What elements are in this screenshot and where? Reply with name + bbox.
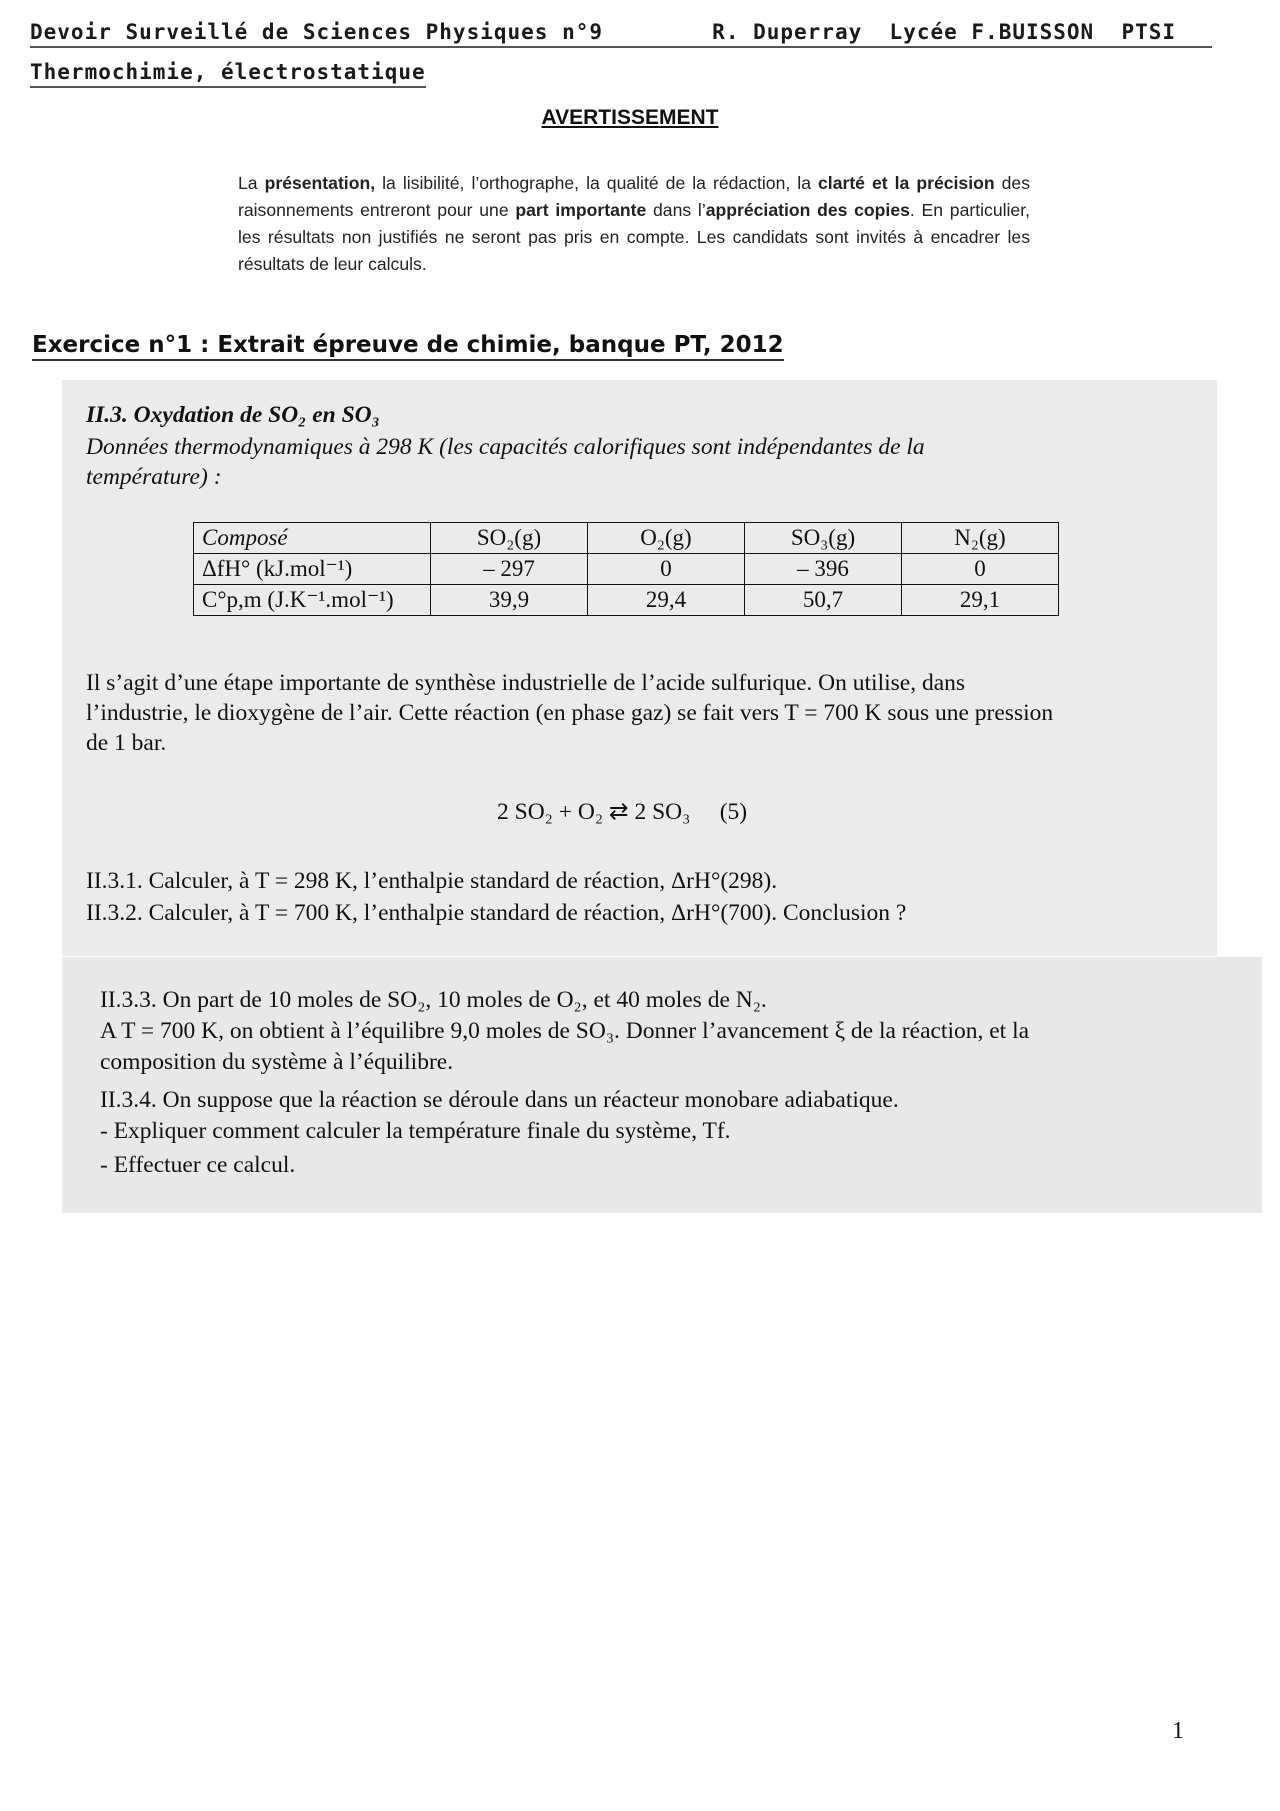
warning-text-part: la lisibilité, l’orthographe, la qualité de la rédaction, la: [375, 173, 819, 193]
header-subtitle: Thermochimie, électrostatique: [30, 60, 426, 88]
question-2-3-4-line-2: - Expliquer comment calculer la température finale du système, Tf.: [100, 1118, 731, 1144]
warning-bold-part: appréciation des copies: [705, 200, 910, 220]
header-school: Lycée F.BUISSON: [889, 20, 1095, 44]
data-intro-line-2: température) :: [86, 464, 222, 490]
data-intro-line-1: Données thermodynamiques à 298 K (les capacités calorifiques sont indépendantes de la: [86, 434, 925, 460]
table-cell: 29,1: [902, 585, 1059, 616]
table-row: [194, 523, 1059, 554]
header-author: R. Duperray: [712, 20, 863, 44]
table-cell: 39,9: [431, 585, 588, 616]
table-cell: 50,7: [745, 585, 902, 616]
warning-text-part: des raisonnements entreront pour une: [238, 173, 1030, 220]
table-row-label: C°p,m (J.K⁻¹.mol⁻¹): [194, 585, 431, 616]
header-title: Devoir Surveillé de Sciences Physiques n°9: [30, 20, 604, 44]
warning-text-part: . En particulier, les résultats non justifiés ne seront pas pris en compte. Les candidats sont invités à encadrer les résultats de leur calculs.: [238, 200, 1030, 274]
warning-bold-part: part importante: [515, 200, 647, 220]
question-2-3-4-line-3: - Effectuer ce calcul.: [100, 1152, 296, 1178]
table-row-label: ΔfH° (kJ.mol⁻¹): [194, 554, 431, 585]
header-line-1: [30, 20, 1212, 48]
table-header-cell: SO₂(g): [431, 523, 588, 554]
header-class: PTSI: [1121, 20, 1177, 44]
warning-text-part: La: [238, 173, 265, 193]
table-row: [194, 585, 1059, 616]
question-2-3-3-line-3: composition du système à l’équilibre.: [100, 1049, 454, 1075]
question-2-3-3-line-1: II.3.3. On part de 10 moles de SO₂, 10 moles de O₂, et 40 moles de N₂.: [100, 987, 767, 1013]
warning-bold-part: clarté et la précision: [818, 173, 995, 193]
table-cell: 0: [902, 554, 1059, 585]
section-title-text: II.3. Oxydation de SO₂ en SO₃: [86, 402, 380, 428]
table-row: [194, 554, 1059, 585]
table-cell: 0: [588, 554, 745, 585]
paragraph-line-2: l’industrie, le dioxygène de l’air. Cette réaction (en phase gaz) se fait vers T = 700 K sous une pression: [86, 700, 1054, 726]
table-header-cell: O₂(g): [588, 523, 745, 554]
question-2-3-4-line-1: II.3.4. On suppose que la réaction se déroule dans un réacteur monobare adiabatique.: [100, 1087, 899, 1113]
question-2-3-1: II.3.1. Calculer, à T = 298 K, l’enthalpie standard de réaction, ΔrH°(298).: [86, 868, 778, 894]
paragraph-line-3: de 1 bar.: [86, 730, 167, 756]
table-cell: – 297: [431, 554, 588, 585]
table-cell: 29,4: [588, 585, 745, 616]
exercise-title: Exercice n°1 : Extrait épreuve de chimie, banque PT, 2012: [32, 332, 784, 361]
warning-text-part: dans l’: [646, 200, 706, 220]
question-2-3-3-line-2: A T = 700 K, on obtient à l’équilibre 9,0 moles de SO₃. Donner l’avancement ξ de la réaction, et la: [100, 1018, 1030, 1044]
thermo-data-table: [193, 522, 1059, 616]
warning-text: [238, 170, 1030, 278]
warning-title: AVERTISSEMENT: [541, 106, 719, 129]
table-cell: – 396: [745, 554, 902, 585]
table-header-cell: SO₃(g): [745, 523, 902, 554]
paragraph-line-1: Il s’agit d’une étape importante de synthèse industrielle de l’acide sulfurique. On utilise, dans: [86, 670, 966, 696]
question-2-3-2: II.3.2. Calculer, à T = 700 K, l’enthalpie standard de réaction, ΔrH°(700). Conclusion ?: [86, 900, 907, 926]
page-number: 1: [1172, 1718, 1184, 1744]
section-title: [86, 400, 380, 430]
table-header-cell: Composé: [194, 523, 431, 554]
warning-bold-part: présentation,: [264, 173, 376, 193]
reaction-equation: 2 SO₂ + O₂ ⇄ 2 SO₃ (5): [497, 799, 748, 825]
table-header-cell: N₂(g): [902, 523, 1059, 554]
